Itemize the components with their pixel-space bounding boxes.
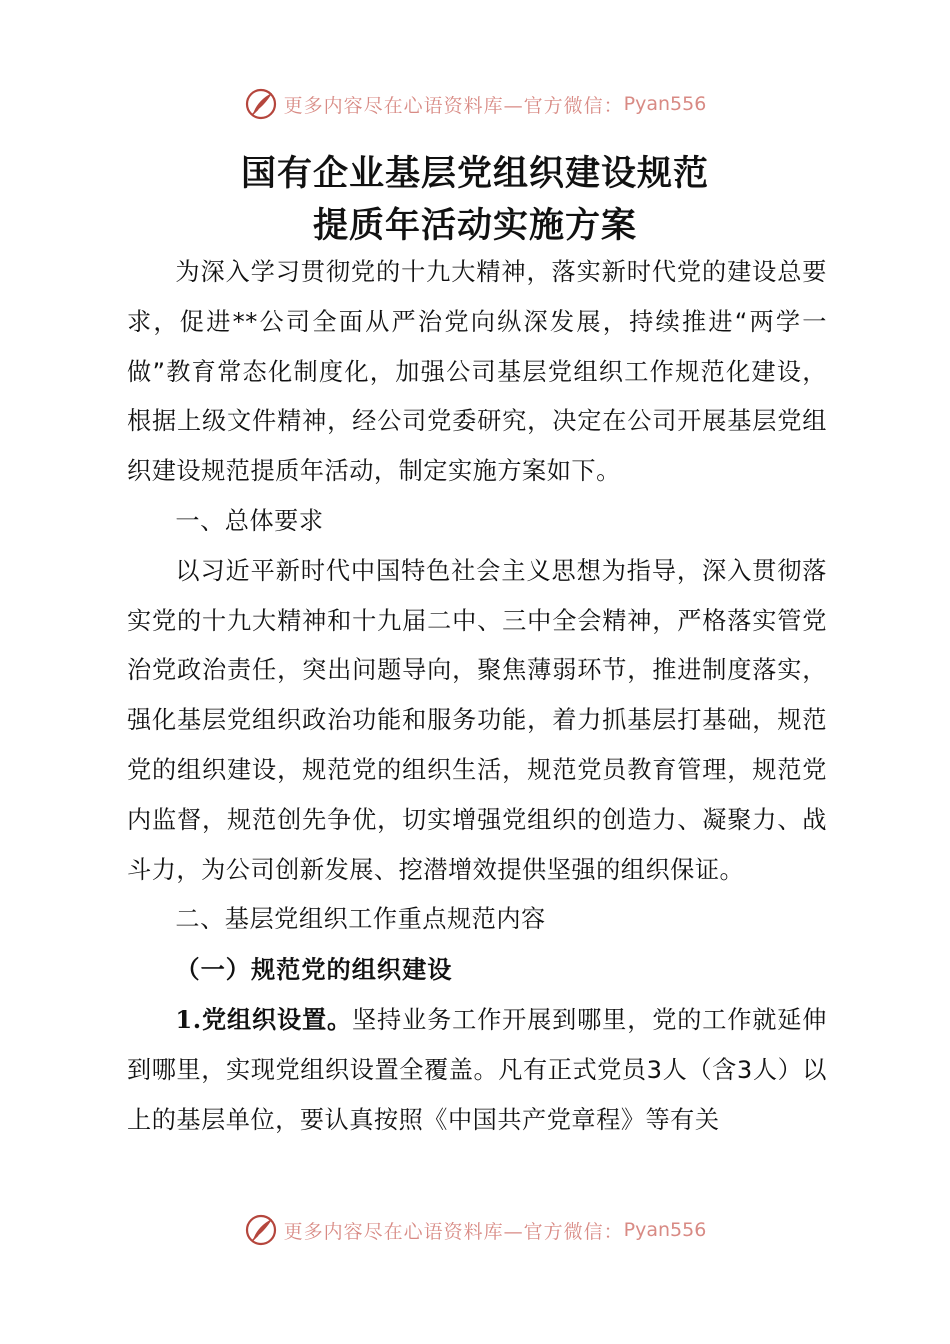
document-title-line2: 提质年活动实施方案 <box>312 205 637 246</box>
watermark-wechat-id: Pyan556 <box>623 93 707 115</box>
item1-lead: 1.党组织设置。 <box>175 1004 353 1034</box>
item1-paragraph <box>127 995 827 1145</box>
watermark-text: 更多内容尽在心语资料库—官方微信： <box>283 1220 624 1243</box>
quill-logo-icon <box>244 87 278 121</box>
section1-heading: 一、总体要求 <box>175 506 324 535</box>
section1-paragraph: 以习近平新时代中国特色社会主义思想为指导，深入贯彻落实党的十九大精神和十九届二中、三中全会精神，严格落实管党治党政治责任，突出问题导向，聚焦薄弱环节，推进制度落实，强化基层党组织政治功能和服务功能，着力抓基层打基础，规范党的组织建设，规范党的组织生活，规范党员教育管理，规范党内监督，规范创先争优，切实增强党组织的创造力、凝聚力、战斗力，为公司创新发展、挖潜增效提供坚强的组织保证。 <box>127 556 827 884</box>
intro-paragraph: 为深入学习贯彻党的十九大精神，落实新时代党的建设总要求，促进**公司全面从严治党向纵深发展，持续推进“两学一做”教育常态化制度化，加强公司基层党组织工作规范化建设，根据上级文件精神，经公司党委研究，决定在公司开展基层党组织建设规范提质年活动，制定实施方案如下。 <box>127 258 827 486</box>
document-body <box>127 248 827 1145</box>
section2-heading: 二、基层党组织工作重点规范内容 <box>175 905 546 934</box>
watermark-wechat-id: Pyan556 <box>623 1219 707 1241</box>
watermark-header <box>0 84 950 124</box>
watermark-footer <box>0 1210 950 1250</box>
quill-logo-icon <box>244 1213 278 1247</box>
subsection1-heading: （一）规范党的组织建设 <box>175 955 453 985</box>
document-title-line1: 国有企业基层党组织建设规范 <box>240 153 709 194</box>
item1-body: 坚持业务工作开展到哪里，党的工作就延伸到哪里，实现党组织设置全覆盖。凡有正式党员3人（含3人）以上的基层单位，要认真按照《中国共产党章程》等有关 <box>127 1005 827 1134</box>
watermark-text: 更多内容尽在心语资料库—官方微信： <box>283 94 624 117</box>
